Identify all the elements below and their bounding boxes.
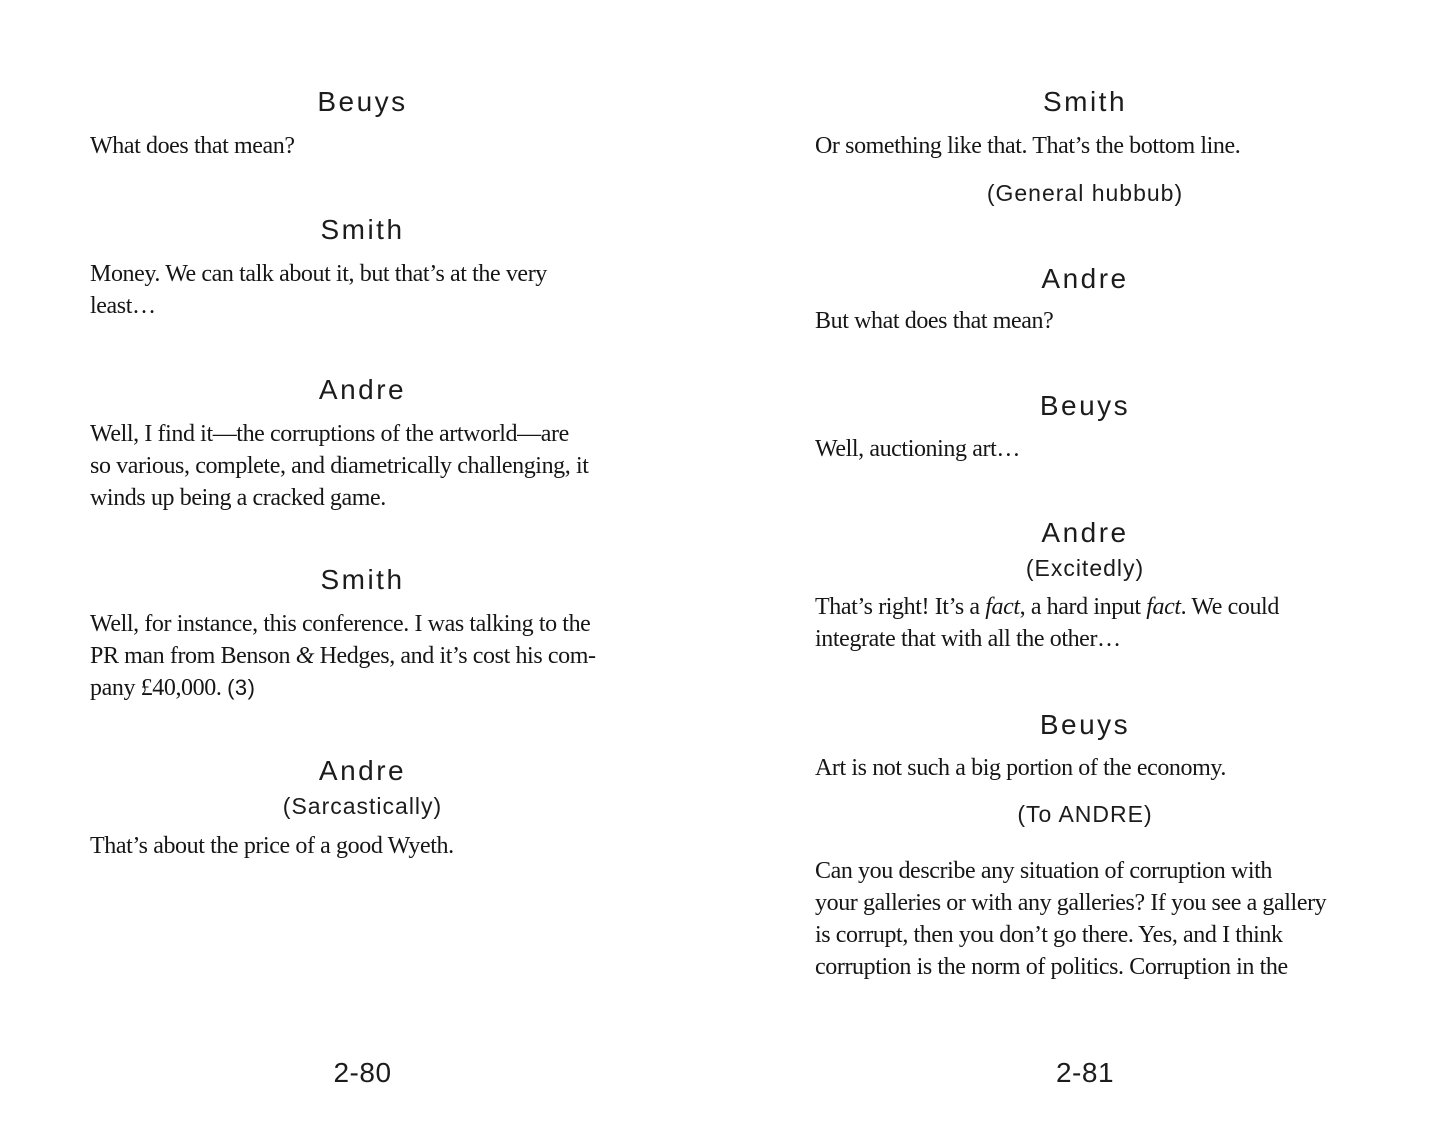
- dialogue-paragraph: [90, 258, 635, 322]
- speaker-heading: Beuys: [317, 86, 408, 117]
- dialogue-line: That’s about the price of a good Wyeth.: [90, 833, 454, 859]
- dialogue-text: . We could: [1180, 594, 1279, 620]
- dialogue-line: Well, auctioning art…: [815, 436, 1020, 462]
- dialogue-text: Hedges, and it’s cost his com-: [314, 643, 596, 669]
- dialogue-line: Money. We can talk about it, but that’s at the very: [90, 261, 547, 287]
- footnote-marker: (3): [227, 675, 256, 700]
- speaker-heading: Smith: [1042, 86, 1128, 117]
- dialogue-text: pany £40,000.: [90, 675, 228, 701]
- dialogue-line: Or something like that. That’s the bottom line.: [815, 133, 1241, 159]
- right-page: [815, 0, 1355, 1144]
- dialogue-line: Art is not such a big portion of the economy.: [815, 755, 1227, 781]
- speaker-heading: Andre: [1041, 263, 1129, 294]
- dialogue-text: , a hard input: [1019, 594, 1147, 620]
- speaker-heading: Andre: [1041, 517, 1129, 548]
- dialogue-line: Well, I find it—the corruptions of the artworld—are: [90, 421, 569, 447]
- dialogue-line: But what does that mean?: [815, 308, 1054, 334]
- dialogue-text: That’s right! It’s a: [815, 594, 986, 620]
- dialogue-paragraph: [815, 591, 1355, 655]
- speaker-heading: Smith: [320, 564, 405, 595]
- dialogue-line: so various, complete, and diametrically challenging, it: [90, 453, 589, 479]
- dialogue-paragraph: [815, 305, 1355, 337]
- dialogue-paragraph: [90, 418, 635, 514]
- dialogue-paragraph: [90, 608, 635, 704]
- dialogue-line: your galleries or with any galleries? If you see a gallery: [815, 890, 1327, 916]
- page-number: 2-80: [333, 1057, 392, 1088]
- dialogue-line: winds up being a cracked game.: [90, 485, 386, 511]
- speaker-heading: Andre: [318, 755, 407, 786]
- dialogue-line: corruption is the norm of politics. Corruption in the: [815, 954, 1288, 980]
- italic-word: fact: [985, 594, 1020, 620]
- dialogue-paragraph: [90, 830, 635, 862]
- stage-direction: (Sarcastically): [282, 793, 443, 819]
- dialogue-paragraph: [815, 855, 1355, 983]
- dialogue-paragraph: [815, 130, 1355, 162]
- speaker-heading: Beuys: [1039, 390, 1131, 421]
- dialogue-line: is corrupt, then you don’t go there. Yes, and I think: [815, 922, 1283, 948]
- speaker-heading: Beuys: [1039, 709, 1131, 740]
- italic-word: fact: [1146, 594, 1181, 620]
- dialogue-line: What does that mean?: [90, 133, 295, 159]
- dialogue-line: [815, 591, 1355, 623]
- left-page: [90, 0, 635, 1144]
- dialogue-line: Can you describe any situation of corruption with: [815, 858, 1272, 884]
- dialogue-line: [90, 672, 635, 704]
- dialogue-paragraph: [815, 433, 1355, 465]
- page-number: 2-81: [1055, 1057, 1115, 1088]
- dialogue-line: [90, 640, 635, 672]
- stage-direction: (To ANDRE): [1017, 801, 1153, 827]
- speaker-heading: Andre: [318, 374, 407, 405]
- dialogue-paragraph: [815, 752, 1355, 784]
- stage-direction: (General hubbub): [986, 180, 1184, 206]
- italic-ampersand: &: [295, 643, 315, 669]
- speaker-heading: Smith: [320, 214, 405, 245]
- dialogue-line: Well, for instance, this conference. I was talking to the: [90, 611, 591, 637]
- stage-direction: (Excitedly): [1025, 555, 1145, 581]
- dialogue-paragraph: [90, 130, 635, 162]
- dialogue-line: least…: [90, 293, 156, 319]
- dialogue-text: PR man from Benson: [90, 643, 296, 669]
- dialogue-line: integrate that with all the other…: [815, 626, 1121, 652]
